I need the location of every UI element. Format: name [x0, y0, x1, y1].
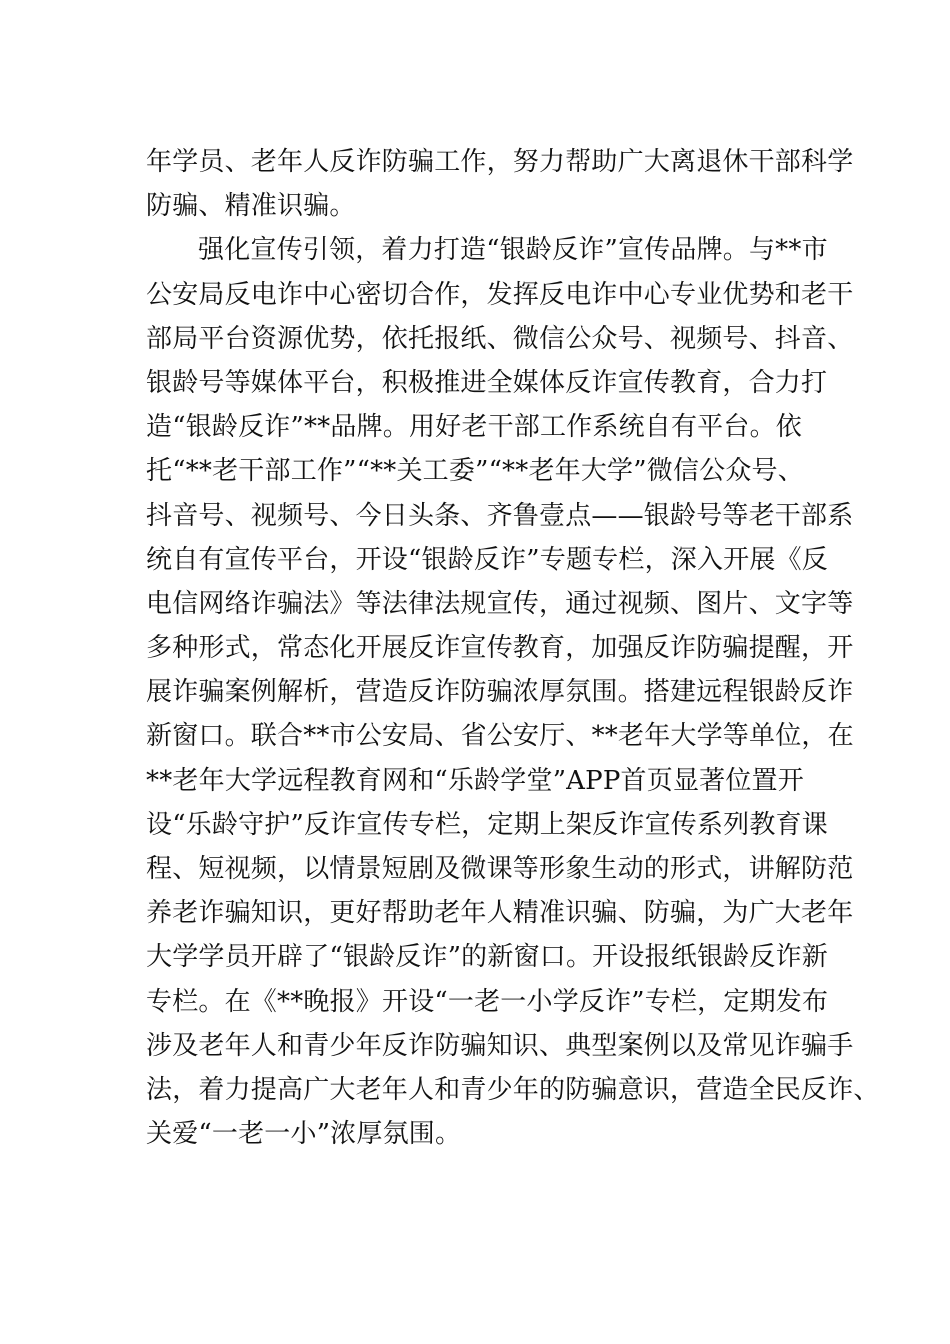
text-line: 多种形式，常态化开展反诈宣传教育，加强反诈防骗提醒，开 — [146, 633, 854, 664]
text-line: 部局平台资源优势，依托报纸、微信公众号、视频号、抖音、 — [146, 323, 854, 354]
text-line: 涉及老年人和青少年反诈防骗知识、典型案例以及常见诈骗手 — [146, 1030, 854, 1061]
text-line: 专栏。在《**晚报》开设“一老一小学反诈”专栏，定期发布 — [146, 986, 829, 1017]
text-line: **老年大学远程教育网和“乐龄学堂”APP首页显著位置开 — [146, 765, 804, 796]
text-line: 程、短视频，以情景短剧及微课等形象生动的形式，讲解防范 — [146, 854, 854, 884]
text-line: 法，着力提高广大老年人和青少年的防骗意识，营造全民反诈、 — [146, 1074, 880, 1105]
text-line: 托“**老干部工作”“**关工委”“**老年大学”微信公众号、 — [146, 456, 804, 487]
text-line: 年学员、老年人反诈防骗工作，努力帮助广大离退休干部科学 — [146, 147, 854, 177]
text-line: 造“银龄反诈”**品牌。用好老干部工作系统自有平台。依 — [146, 412, 802, 443]
text-line: 公安局反电诈中心密切合作，发挥反电诈中心专业优势和老干 — [146, 279, 854, 310]
text-line: 关爱“一老一小”浓厚氛围。 — [146, 1119, 462, 1150]
text-line: 防骗、精准识骗。 — [146, 191, 356, 222]
paragraph-start-line: 强化宣传引领，着力打造“银龄反诈”宣传品牌。与**市 — [198, 235, 828, 266]
text-line: 设“乐龄守护”反诈宣传专栏，定期上架反诈宣传系列教育课 — [146, 809, 828, 840]
text-line: 大学学员开辟了“银龄反诈”的新窗口。开设报纸银龄反诈新 — [146, 942, 828, 973]
body-text — [146, 140, 880, 1156]
text-line: 新窗口。联合**市公安局、省公安厅、**老年大学等单位，在 — [146, 721, 854, 752]
text-line: 展诈骗案例解析，营造反诈防骗浓厚氛围。搭建远程银龄反诈 — [146, 677, 854, 708]
text-line: 电信网络诈骗法》等法律法规宣传，通过视频、图片、文字等 — [146, 588, 854, 619]
text-line: 抖音号、视频号、今日头条、齐鲁壹点——银龄号等老干部系 — [146, 500, 854, 531]
text-line: 统自有宣传平台，开设“银龄反诈”专题专栏，深入开展《反 — [146, 544, 828, 575]
text-line: 银龄号等媒体平台，积极推进全媒体反诈宣传教育，合力打 — [146, 367, 828, 398]
text-line: 养老诈骗知识，更好帮助老年人精准识骗、防骗，为广大老年 — [146, 898, 854, 929]
